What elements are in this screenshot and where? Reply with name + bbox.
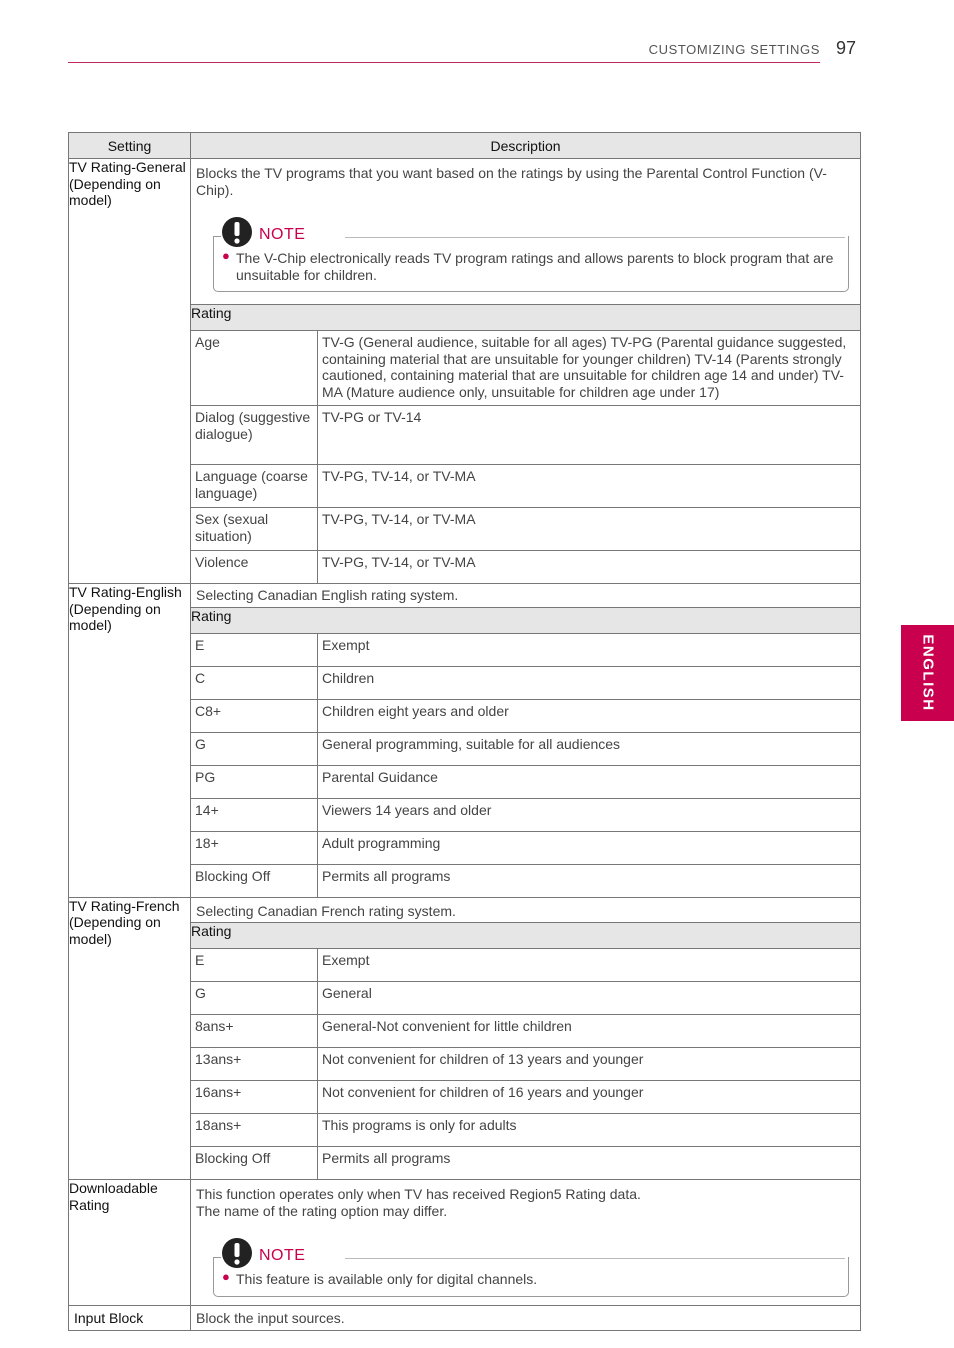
english-description: Selecting Canadian English rating system. (196, 587, 459, 603)
settings-table (68, 132, 861, 1331)
bullet-icon: ● (222, 1269, 230, 1284)
rating-value: TV-PG, TV-14, or TV-MA (318, 508, 861, 551)
downloadable-description-cell (191, 1180, 861, 1306)
downloadable-description-2: The name of the rating option may differ. (196, 1202, 448, 1219)
setting-input-block: Input Block (69, 1305, 191, 1331)
rating-value: Permits all programs (318, 864, 861, 897)
rating-value: Not convenient for children of 13 years and younger (318, 1048, 861, 1081)
rating-value: General programming, suitable for all audiences (318, 732, 861, 765)
general-description-cell (191, 159, 861, 305)
rating-name: Blocking Off (191, 1147, 318, 1180)
rating-value: Parental Guidance (318, 765, 861, 798)
rating-value: Not convenient for children of 16 years and younger (318, 1081, 861, 1114)
rating-name: 18+ (191, 831, 318, 864)
english-intro-row (69, 584, 861, 608)
english-description-cell (191, 584, 861, 608)
note-label: NOTE (259, 1247, 306, 1264)
rating-value: General-Not convenient for little children (318, 1015, 861, 1048)
language-tab-label: ENGLISH (919, 634, 936, 712)
rating-value: Exempt (318, 949, 861, 982)
note-box (213, 1257, 849, 1297)
general-intro-row (69, 159, 861, 305)
rating-name: C8+ (191, 699, 318, 732)
french-description: Selecting Canadian French rating system. (196, 902, 456, 919)
rating-name: 8ans+ (191, 1015, 318, 1048)
downloadable-description-1: This function operates only when TV has received Region5 Rating data. (196, 1186, 641, 1202)
rating-value: Exempt (318, 633, 861, 666)
rating-value: This programs is only for adults (318, 1114, 861, 1147)
setting-tv-rating-general: TV Rating-General (Depending on model) (69, 159, 191, 584)
rating-name: Age (191, 331, 318, 406)
language-tab (901, 625, 954, 721)
section-title: CUSTOMIZING SETTINGS (648, 42, 820, 57)
setting-downloadable-rating: Downloadable Rating (69, 1180, 191, 1306)
rating-name: Language (coarse language) (191, 465, 318, 508)
col-setting-header: Setting (69, 133, 191, 159)
note-label: NOTE (259, 226, 306, 243)
rating-name: G (191, 732, 318, 765)
col-description-header: Description (191, 133, 861, 159)
rating-value: TV-PG, TV-14, or TV-MA (318, 551, 861, 584)
note-box (213, 236, 849, 292)
input-block-description: Block the input sources. (196, 1309, 345, 1326)
french-description-cell (191, 897, 861, 923)
input-block-row (69, 1305, 861, 1331)
french-intro-row (69, 897, 861, 923)
rating-name: PG (191, 765, 318, 798)
rating-value: Children (318, 666, 861, 699)
input-block-description-cell (191, 1305, 861, 1331)
bullet-icon: ● (222, 248, 230, 263)
rating-name: 14+ (191, 798, 318, 831)
header-rule (68, 62, 820, 63)
setting-tv-rating-french: TV Rating-French (Depending on model) (69, 897, 191, 1180)
general-note (213, 216, 849, 292)
rating-name: Blocking Off (191, 864, 318, 897)
rating-value: Adult programming (318, 831, 861, 864)
rating-name: G (191, 982, 318, 1015)
rating-name: Violence (191, 551, 318, 584)
rating-name: 16ans+ (191, 1081, 318, 1114)
rating-header: Rating (191, 923, 861, 949)
rating-value: Viewers 14 years and older (318, 798, 861, 831)
downloadable-note (213, 1237, 849, 1297)
general-description: Blocks the TV programs that you want based on the ratings by using the Parental Control Function (V-Chip). (196, 165, 827, 198)
rating-header: Rating (191, 607, 861, 633)
table-header-row (69, 133, 861, 159)
rating-name: 18ans+ (191, 1114, 318, 1147)
rating-name: Sex (sexual situation) (191, 508, 318, 551)
rating-name: E (191, 633, 318, 666)
rating-name: C (191, 666, 318, 699)
rating-value: TV-PG or TV-14 (318, 406, 861, 465)
page-number: 97 (836, 38, 857, 58)
rating-name: E (191, 949, 318, 982)
rating-value: General (318, 982, 861, 1015)
note-text: This feature is available only for digital channels. (236, 1271, 538, 1287)
rating-name: Dialog (suggestive dialogue) (191, 406, 318, 465)
rating-name: 13ans+ (191, 1048, 318, 1081)
downloadable-row (69, 1180, 861, 1306)
rating-value: Children eight years and older (318, 699, 861, 732)
rating-value: TV-G (General audience, suitable for all ages) TV-PG (Parental guidance suggested, containing material that are unsuitable for younger children) TV-14 (Parents strongly cautioned, containing material that are unsuitable for children age 14 and under) TV-MA (Mature audience only, unsuitable for children age under 17) (318, 331, 861, 406)
setting-tv-rating-english: TV Rating-English (Depending on model) (69, 584, 191, 898)
note-text: The V-Chip electronically reads TV program ratings and allows parents to block program that are unsuitable for children. (236, 250, 834, 283)
rating-value: TV-PG, TV-14, or TV-MA (318, 465, 861, 508)
rating-value: Permits all programs (318, 1147, 861, 1180)
rating-header: Rating (191, 305, 861, 331)
